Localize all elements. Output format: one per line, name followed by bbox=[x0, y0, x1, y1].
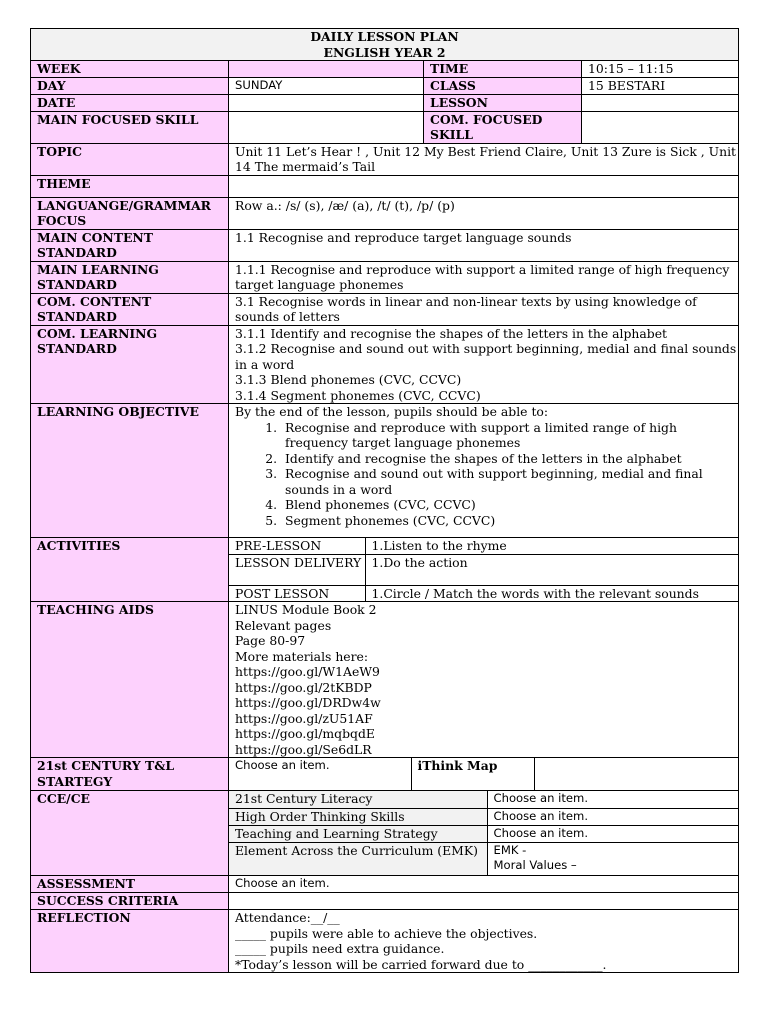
ithink-value[interactable] bbox=[534, 758, 738, 790]
cce-item: Element Across the Curriculum (EMK) bbox=[229, 842, 487, 875]
activities-label: ACTIVITIES bbox=[31, 538, 229, 602]
class-value[interactable]: 15 BESTARI bbox=[582, 77, 739, 94]
reflection-line: _____ pupils need extra guidance. bbox=[235, 941, 445, 956]
main-skill-label: MAIN FOCUSED SKILL bbox=[31, 111, 229, 143]
main-skill-value[interactable] bbox=[229, 111, 424, 143]
cce-item: 21st Century Literacy bbox=[229, 791, 487, 808]
cce-choice-dropdown[interactable]: Choose an item. bbox=[487, 808, 738, 825]
reflection-line: Attendance:__/__ bbox=[235, 910, 340, 925]
cce-choice-dropdown[interactable]: Choose an item. bbox=[487, 825, 738, 842]
ithink-label: iThink Map bbox=[411, 758, 534, 790]
aid-link[interactable]: https://goo.gl/2tKBDP bbox=[235, 679, 372, 695]
time-value[interactable]: 10:15 – 11:15 bbox=[582, 61, 739, 78]
week-value[interactable] bbox=[229, 61, 424, 78]
aid-item: LINUS Module Book 2 bbox=[235, 602, 377, 617]
activity-task[interactable]: 1.Circle / Match the words with the relevant sounds bbox=[365, 585, 738, 601]
cce-item: High Order Thinking Skills bbox=[229, 808, 487, 825]
activities-table bbox=[229, 538, 738, 601]
grammar-value[interactable]: Row a.: /s/ (s), /æ/ (a), /t/ (t), /p/ (p) bbox=[229, 197, 739, 229]
activity-stage: LESSON DELIVERY bbox=[229, 554, 365, 585]
objective-item: 4. Blend phonemes (CVC, CCVC) bbox=[281, 497, 738, 513]
objective-item: 5. Segment phonemes (CVC, CCVC) bbox=[281, 513, 738, 529]
day-value[interactable]: SUNDAY bbox=[229, 77, 424, 94]
com-learning-item: 3.1.3 Blend phonemes (CVC, CCVC) bbox=[235, 372, 462, 387]
class-label: CLASS bbox=[424, 77, 582, 94]
date-value[interactable] bbox=[229, 94, 424, 111]
success-value[interactable] bbox=[229, 893, 739, 910]
theme-label: THEME bbox=[31, 175, 229, 197]
main-learning-value[interactable]: 1.1.1 Recognise and reproduce with support a limited range of high frequency target language phonemes bbox=[229, 261, 739, 293]
aid-link[interactable]: https://goo.gl/DRDw4w bbox=[235, 695, 381, 710]
theme-value[interactable] bbox=[229, 175, 739, 197]
com-learning-label: COM. LEARNING STANDARD bbox=[31, 325, 229, 404]
century-label: 21st CENTURY T&L STARTEGY bbox=[31, 758, 229, 791]
cce-emk-value[interactable] bbox=[487, 842, 738, 875]
aids-value[interactable] bbox=[229, 602, 739, 758]
lesson-label: LESSON bbox=[424, 94, 582, 111]
moral-values-line: Moral Values – bbox=[493, 858, 577, 872]
reflection-label: REFLECTION bbox=[31, 910, 229, 973]
title-line-2: ENGLISH YEAR 2 bbox=[323, 44, 446, 60]
day-label: DAY bbox=[31, 77, 229, 94]
lesson-plan-table bbox=[30, 28, 739, 973]
aid-item: Page 80-97 bbox=[235, 633, 306, 648]
aids-label: TEACHING AIDS bbox=[31, 602, 229, 758]
title-line-1: DAILY LESSON PLAN bbox=[310, 29, 459, 44]
aid-item: More materials here: bbox=[235, 648, 369, 664]
lesson-value[interactable] bbox=[582, 94, 739, 111]
com-learning-item: 3.1.2 Recognise and sound out with support beginning, medial and final sounds in a word bbox=[235, 341, 737, 372]
com-skill-value[interactable] bbox=[582, 111, 739, 143]
objective-list bbox=[235, 420, 738, 529]
time-label: TIME bbox=[424, 61, 582, 78]
com-learning-item: 3.1.4 Segment phonemes (CVC, CCVC) bbox=[235, 387, 481, 403]
activity-task[interactable]: 1.Listen to the rhyme bbox=[365, 538, 738, 554]
week-label: WEEK bbox=[31, 61, 229, 78]
plan-title bbox=[31, 29, 739, 61]
activities-cell bbox=[229, 538, 739, 602]
objective-item: 1. Recognise and reproduce with support a limited range of high frequency target language phonemes bbox=[281, 420, 738, 451]
objective-label: LEARNING OBJECTIVE bbox=[31, 404, 229, 538]
century-table bbox=[229, 758, 738, 790]
activity-stage: POST LESSON bbox=[235, 585, 330, 601]
cce-label: CCE/CE bbox=[31, 791, 229, 876]
com-content-label: COM. CONTENT STANDARD bbox=[31, 293, 229, 325]
date-label: DATE bbox=[31, 94, 229, 111]
cce-item: Teaching and Learning Strategy bbox=[229, 825, 487, 842]
aid-item: Relevant pages bbox=[235, 617, 332, 633]
aid-link[interactable]: https://goo.gl/W1AeW9 bbox=[235, 664, 380, 679]
main-content-value[interactable]: 1.1 Recognise and reproduce target language sounds bbox=[229, 229, 739, 261]
topic-value[interactable]: Unit 11 Let’s Hear ! , Unit 12 My Best Friend Claire, Unit 13 Zure is Sick , Unit 14 The mermaid’s Tail bbox=[229, 143, 739, 175]
objective-value[interactable] bbox=[229, 404, 739, 538]
emk-line: EMK - bbox=[493, 842, 527, 857]
reflection-line: *Today’s lesson will be carried forward due to ____________. bbox=[235, 956, 607, 972]
grammar-label: LANGUANGE/GRAMMAR FOCUS bbox=[31, 197, 229, 229]
assessment-choice-dropdown[interactable]: Choose an item. bbox=[229, 876, 739, 893]
reflection-line: _____ pupils were able to achieve the objectives. bbox=[235, 925, 538, 941]
success-label: SUCCESS CRITERIA bbox=[31, 893, 229, 910]
activity-stage: PRE-LESSON bbox=[229, 538, 365, 554]
assessment-label: ASSESSMENT bbox=[31, 876, 229, 893]
cce-cell bbox=[229, 791, 739, 876]
reflection-value[interactable] bbox=[229, 910, 739, 973]
aid-link[interactable]: https://goo.gl/zU51AF bbox=[235, 710, 373, 726]
topic-label: TOPIC bbox=[31, 143, 229, 175]
cce-choice-dropdown[interactable]: Choose an item. bbox=[487, 791, 738, 808]
aid-link[interactable]: https://goo.gl/mqbqdE bbox=[235, 726, 375, 741]
main-learning-label: MAIN LEARNING STANDARD bbox=[31, 261, 229, 293]
com-learning-item: 3.1.1 Identify and recognise the shapes of the letters in the alphabet bbox=[235, 325, 668, 341]
aid-link[interactable]: https://goo.gl/Se6dLR bbox=[235, 741, 372, 757]
century-choice-dropdown[interactable]: Choose an item. bbox=[235, 758, 330, 772]
com-skill-label: COM. FOCUSED SKILL bbox=[424, 111, 582, 143]
com-content-value[interactable]: 3.1 Recognise words in linear and non-linear texts by using knowledge of sounds of letters bbox=[229, 293, 739, 325]
objective-intro: By the end of the lesson, pupils should be able to: bbox=[235, 404, 549, 419]
activity-task[interactable]: 1.Do the action bbox=[365, 554, 738, 585]
com-learning-value[interactable] bbox=[229, 325, 739, 404]
century-cell bbox=[229, 758, 739, 791]
main-content-label: MAIN CONTENT STANDARD bbox=[31, 229, 229, 261]
objective-item: 3. Recognise and sound out with support beginning, medial and final sounds in a word bbox=[281, 466, 738, 497]
cce-table bbox=[229, 791, 738, 875]
objective-item: 2. Identify and recognise the shapes of the letters in the alphabet bbox=[281, 451, 738, 467]
